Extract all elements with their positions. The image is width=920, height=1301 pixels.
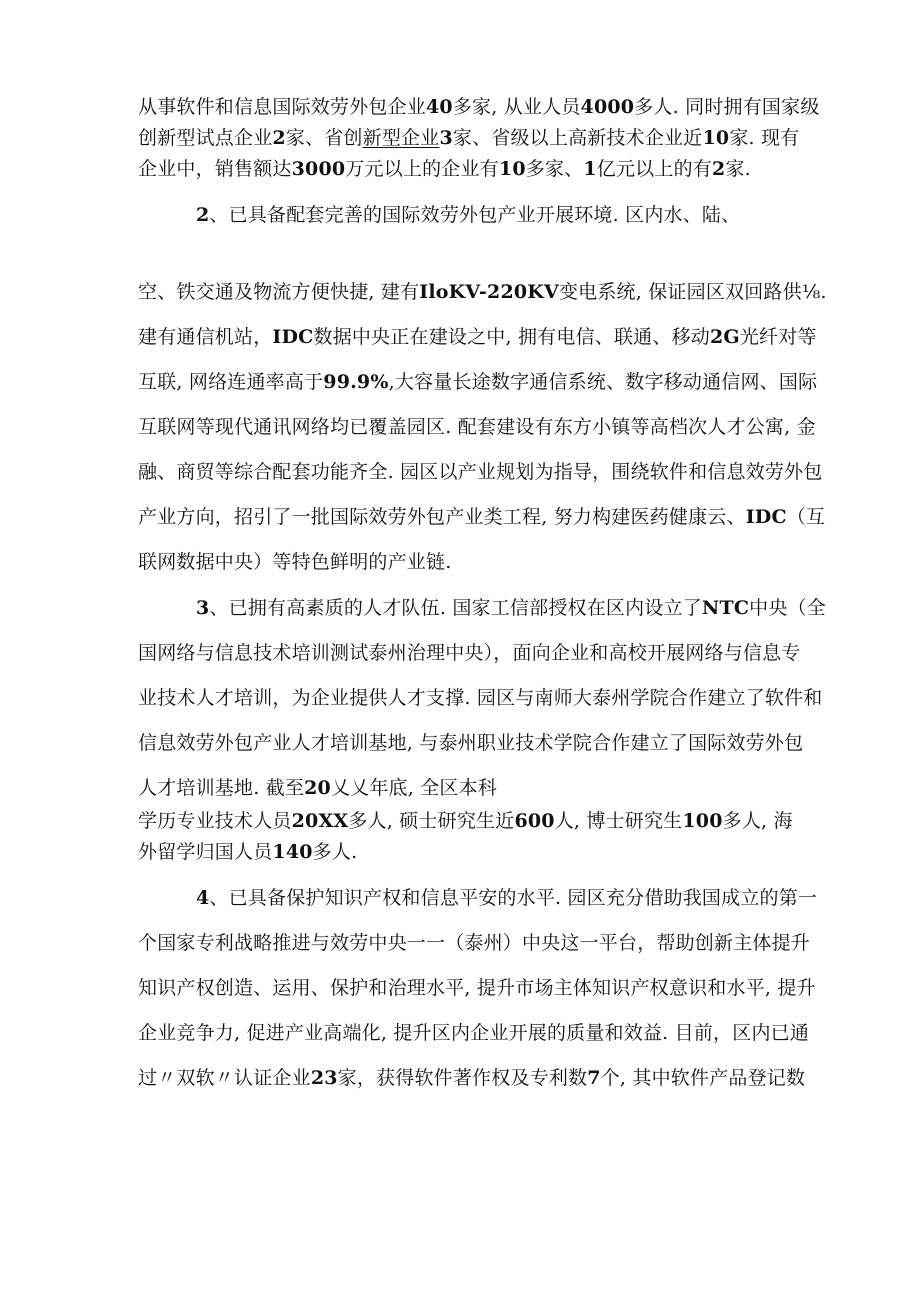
paragraph-line: 融、商贸等综合配套功能齐全. 园区以产业规划为指导，围绕软件和信息效劳外包 [138,461,823,483]
paragraph-line: 业技术人才培训，为企业提供人才支撑. 园区与南师大泰州学院合作建立了软件和 [138,687,823,709]
paragraph-heading-2: 2、已具备配套完善的国际效劳外包产业开展环境. 区内水、陆、 [196,204,741,226]
paragraph-line: 过〃双软〃认证企业23家，获得软件著作权及专利数7个, 其中软件产品登记数 [138,1067,806,1089]
paragraph-line: 个国家专利战略推进与效劳中央一一（泰州）中央这一平台，帮助创新主体提升 [138,932,811,954]
paragraph-heading-3: 3、已拥有高素质的人才队伍. 国家工信部授权在区内设立了NTC中央（全 [196,597,826,619]
text-run: 3家、省级以上高新技术企业近10家. 现有 [439,127,800,149]
paragraph-line [138,123,799,150]
paragraph-line: 互联网等现代通讯网络均已覆盖园区. 配套建设有东方小镇等高档次人才公寓, 金 [138,416,816,438]
paragraph-line: 外留学归国人员140多人. [138,841,358,863]
paragraph-line: 从事软件和信息国际效劳外包企业40多家, 从业人员4000多人. 同时拥有国家级 [138,96,820,118]
paragraph-line: 国网络与信息技术培训测试泰州治理中央），面向企业和高校开展网络与信息专 [138,642,801,664]
paragraph-line: 人才培训基地. 截至20乂乂年底, 全区本科 [138,777,498,799]
paragraph-line: 企业竞争力, 促进产业高端化, 提升区内企业开展的质量和效益. 目前，区内已通 [138,1022,810,1044]
text-run: 创新型试点企业2家、省创 [138,127,363,149]
paragraph-line: 互联, 网络连通率高于99.9%,大容量长途数字通信系统、数字移动通信网、国际 [138,371,818,393]
paragraph-line: 信息效劳外包产业人才培训基地, 与泰州职业技术学院合作建立了国际效劳外包 [138,732,804,754]
paragraph-line: 空、铁交通及物流方便快捷, 建有IloKV-220KV变电系统, 保证园区双回路供⅛. [138,281,827,303]
paragraph-heading-4: 4、已具备保护知识产权和信息平安的水平. 园区充分借助我国成立的第一 [196,887,818,909]
paragraph-line: 知识产权创造、运用、保护和治理水平, 提升市场主体知识产权意识和水平, 提升 [138,977,816,999]
paragraph-line: 产业方向，招引了一批国际效劳外包产业类工程, 努力构建医药健康云、IDC（互 [138,506,826,528]
underlined-text: 新型企业 [362,127,440,149]
paragraph-line: 建有通信机站，IDC数据中央正在建设之中, 拥有电信、联通、移动2G光纤对等 [138,326,817,348]
paragraph-line: 联网数据中央）等特色鲜明的产业链. [138,551,452,573]
paragraph-line: 学历专业技术人员20XX多人, 硕士研究生近600人, 博士研究生100多人, 海 [138,810,793,832]
paragraph-line: 企业中，销售额达3000万元以上的企业有10多家、1亿元以上的有2家. [138,158,751,180]
